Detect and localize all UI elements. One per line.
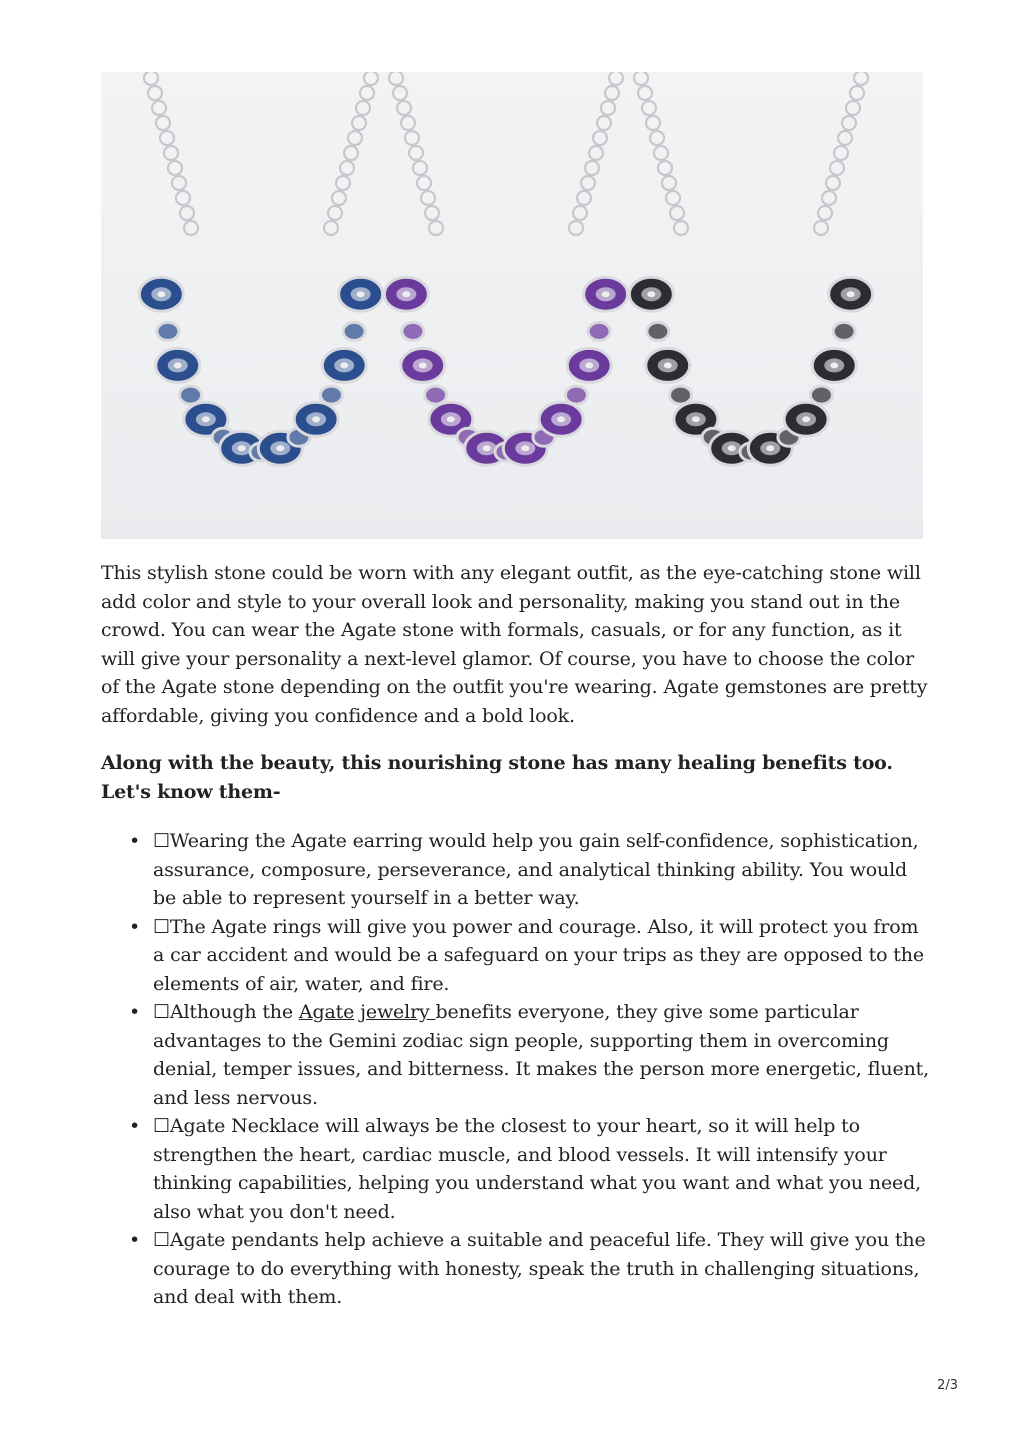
chain-link-icon [842,116,856,130]
chain-link-icon [184,221,198,235]
bullet-icon: • [129,830,141,852]
chain-link-icon [164,146,178,160]
benefit-item-necklace [101,1112,931,1226]
crystal-core-icon [557,416,565,422]
chain-link-icon [340,161,354,175]
bullet-icon: • [129,1229,141,1251]
chain-link-icon [425,206,439,220]
benefit-item-jewelry [101,998,931,1112]
chain-link-icon [569,221,583,235]
chain-link-icon [585,161,599,175]
chain-link-icon [577,191,591,205]
chain-link-icon [818,206,832,220]
chain-link-icon [324,221,338,235]
chain-link-icon [834,146,848,160]
crystal-core-icon [728,445,736,451]
chain-link-icon [160,131,174,145]
chain-link-icon [826,176,840,190]
chain-link-icon [152,101,166,115]
crystal-core-icon [447,416,455,422]
crystal-core-icon [340,362,348,368]
chain-link-icon [646,116,660,130]
chain-link-icon [421,191,435,205]
crystal-core-icon [521,445,529,451]
chain-link-icon [417,176,431,190]
chain-link-icon [356,101,370,115]
crystal-core-icon [483,445,491,451]
benefit-text: ☐Agate Necklace will always be the closest to your heart, so it will help to strengthen the heart, cardiac muscle, and blood vessels. It will intensify your thinking capabilities, helping you understand what you want and what you need, also what you don't need. [153,1115,922,1223]
chain-link-icon [593,131,607,145]
chain-link-icon [650,131,664,145]
gem-stone-icon [320,386,342,404]
chain-link-icon [352,116,366,130]
crystal-core-icon [602,291,610,297]
gem-stone-icon [402,322,424,340]
crystal-core-icon [276,445,284,451]
benefit-item-rings [101,913,931,999]
chain-link-icon [601,101,615,115]
crystal-core-icon [312,416,320,422]
crystal-core-icon [357,291,365,297]
chain-link-icon [360,86,374,100]
chain-link-icon [405,131,419,145]
crystal-core-icon [692,416,700,422]
crystal-core-icon [419,362,427,368]
chain-link-icon [156,116,170,130]
chain-link-icon [662,176,676,190]
crystal-core-icon [174,362,182,368]
crystal-core-icon [202,416,210,422]
chain-link-icon [814,221,828,235]
crystal-core-icon [238,445,246,451]
agate-necklaces-photo [101,72,923,539]
crystal-core-icon [585,362,593,368]
chain-link-icon [609,72,623,85]
chain-link-icon [634,72,648,85]
crystal-core-icon [402,291,410,297]
chain-link-icon [389,72,403,85]
agate-link[interactable]: Agate [298,1001,355,1023]
gem-stone-icon [833,322,855,340]
benefit-text: ☐Wearing the Agate earring would help you gain self-confidence, sophistication, assurance, composure, perseverance, and analytical thinking ability. You would be able to represent yourself in a better way. [153,830,919,909]
gem-stone-icon [180,386,202,404]
crystal-core-icon [647,291,655,297]
benefit-text: ☐Agate pendants help achieve a suitable and peaceful life. They will give you the courage to do everything with honesty, speak the truth in challenging situations, and deal with them. [153,1229,926,1308]
page-number: 2/3 [937,1378,958,1393]
chain-link-icon [846,101,860,115]
chain-link-icon [850,86,864,100]
crystal-core-icon [802,416,810,422]
benefits-heading: Along with the beauty, this nourishing stone has many healing benefits too. Let's know them- [101,752,893,803]
chain-link-icon [666,191,680,205]
chain-link-icon [332,191,346,205]
chain-link-icon [838,131,852,145]
chain-link-icon [144,72,158,85]
chain-link-icon [638,86,652,100]
gem-stone-icon [647,322,669,340]
chain-link-icon [429,221,443,235]
intro-paragraph: This stylish stone could be worn with any elegant outfit, as the eye-catching stone will add color and style to your overall look and personality, making you stand out in the crowd. You can wear the Agate stone with formals, casuals, or for any function, as it will give your personality a next-level glamor. Of course, you have to choose the color of the Agate stone depending on the outfit you're wearing. Agate gemstones are pretty affordable, giving you confidence and a bold look. [101,562,928,727]
chain-link-icon [581,176,595,190]
bullet-icon: • [129,1001,141,1023]
chain-link-icon [654,146,668,160]
chain-link-icon [348,131,362,145]
chain-link-icon [413,161,427,175]
gem-stone-icon [565,386,587,404]
gem-stone-icon [810,386,832,404]
chain-link-icon [401,116,415,130]
chain-link-icon [642,101,656,115]
chain-link-icon [854,72,868,85]
benefit-text-prefix: ☐Although the [153,1001,299,1023]
crystal-core-icon [766,445,774,451]
chain-link-icon [336,176,350,190]
chain-link-icon [328,206,342,220]
chain-link-icon [168,161,182,175]
chain-link-icon [822,191,836,205]
chain-link-icon [409,146,423,160]
chain-link-icon [172,176,186,190]
crystal-core-icon [847,291,855,297]
chain-link-icon [176,191,190,205]
gem-stone-icon [157,322,179,340]
chain-link-icon [674,221,688,235]
chain-link-icon [589,146,603,160]
necklaces-illustration [101,72,923,539]
gem-stone-icon [588,322,610,340]
gem-stone-icon [670,386,692,404]
bullet-icon: • [129,915,141,938]
chain-link-icon [597,116,611,130]
benefit-item-earring [101,827,931,913]
crystal-core-icon [830,362,838,368]
benefit-text: ☐The Agate rings will give you power and courage. Also, it will protect you from a car accident and would be a safeguard on your trips as they are opposed to the elements of air, water, and fire. [153,915,924,995]
gem-stone-icon [425,386,447,404]
chain-link-icon [573,206,587,220]
chain-link-icon [364,72,378,85]
benefit-item-pendants [101,1226,931,1312]
chain-link-icon [830,161,844,175]
bullet-icon: • [129,1115,141,1137]
gem-stone-icon [343,322,365,340]
crystal-core-icon [664,362,672,368]
chain-link-icon [344,146,358,160]
chain-link-icon [148,86,162,100]
benefit-text-suffix: benefits everyone, they give some particular advantages to the Gemini zodiac sign people, supporting them in overcoming denial, temper issues, and bitterness. It makes the person more energetic, fluent, and less nervous. [153,1001,930,1109]
chain-link-icon [670,206,684,220]
chain-link-icon [605,86,619,100]
chain-link-icon [658,161,672,175]
crystal-core-icon [157,291,165,297]
chain-link-icon [393,86,407,100]
benefits-list [101,827,931,1312]
chain-link-icon [180,206,194,220]
chain-link-icon [397,101,411,115]
jewelry-link[interactable]: jewelry [360,1001,436,1023]
